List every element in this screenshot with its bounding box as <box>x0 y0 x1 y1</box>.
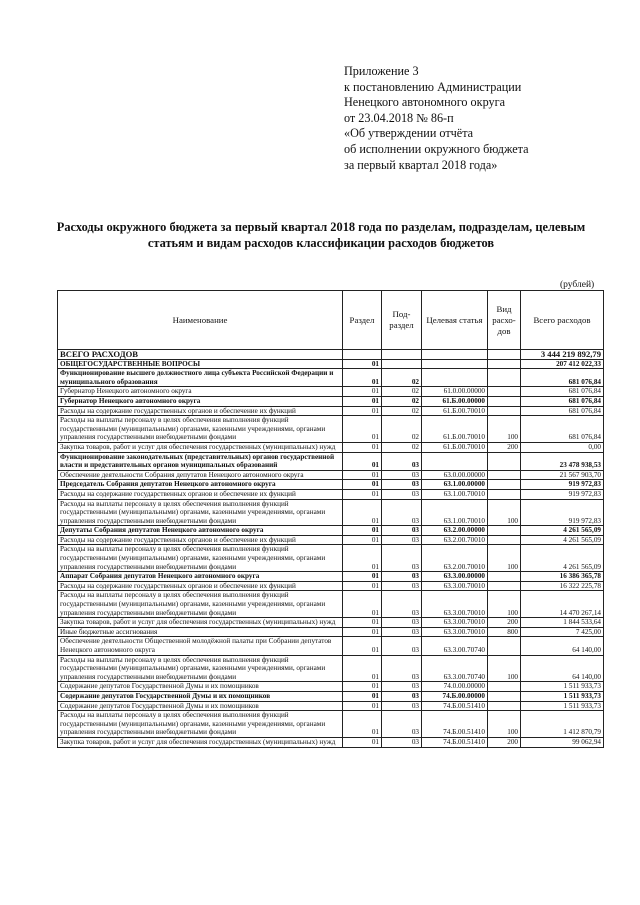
cell-podrazdel: 02 <box>382 396 422 406</box>
cell-razdel: 01 <box>343 416 382 443</box>
cell-statya: 74.Б.00.51410 <box>422 701 488 711</box>
expenditure-table <box>57 290 604 748</box>
cell-podrazdel: 03 <box>382 572 422 582</box>
table-row <box>58 369 604 387</box>
cell-razdel: 01 <box>343 581 382 591</box>
cell-podrazdel: 03 <box>382 480 422 490</box>
cell-name: Закупка товаров, работ и услуг для обеспечения государственных (муниципальных) нужд <box>58 442 343 452</box>
cell-razdel: 01 <box>343 369 382 387</box>
cell-total: 0,00 <box>521 442 604 452</box>
cell-name: Губернатор Ненецкого автономного округа <box>58 387 343 397</box>
cell-vid: 100 <box>488 545 521 572</box>
cell-name: Закупка товаров, работ и услуг для обеспечения государственных (муниципальных) нужд <box>58 737 343 747</box>
cell-statya: 63.2.00.70010 <box>422 535 488 545</box>
cell-vid <box>488 387 521 397</box>
cell-total: 21 567 903,70 <box>521 470 604 480</box>
cell-vid: 100 <box>488 655 521 682</box>
cell-podrazdel: 03 <box>382 691 422 701</box>
cell-total: 7 425,00 <box>521 627 604 637</box>
table-body <box>58 350 604 748</box>
header-statya: Целевая статья <box>422 291 488 350</box>
cell-razdel: 01 <box>343 711 382 738</box>
cell-statya: 63.1.00.70010 <box>422 489 488 499</box>
cell-total: 4 261 565,09 <box>521 545 604 572</box>
cell-statya: 63.3.00.70010 <box>422 627 488 637</box>
cell-statya <box>422 369 488 387</box>
cell-statya: 63.3.00.70010 <box>422 581 488 591</box>
cell-vid <box>488 350 521 360</box>
cell-vid <box>488 526 521 536</box>
table-row <box>58 737 604 747</box>
cell-name: Иные бюджетные ассигнования <box>58 627 343 637</box>
cell-razdel: 01 <box>343 489 382 499</box>
header-vid: Вид расхо- дов <box>488 291 521 350</box>
cell-podrazdel: 02 <box>382 416 422 443</box>
cell-total: 16 386 365,78 <box>521 572 604 582</box>
header-razdel: Раздел <box>343 291 382 350</box>
cell-vid <box>488 452 521 470</box>
header-podrazdel: Под- раздел <box>382 291 422 350</box>
cell-razdel: 01 <box>343 406 382 416</box>
header-total: Всего расходов <box>521 291 604 350</box>
table-row <box>58 387 604 397</box>
cell-razdel: 01 <box>343 655 382 682</box>
table-row <box>58 442 604 452</box>
cell-vid <box>488 701 521 711</box>
cell-total: 919 972,83 <box>521 489 604 499</box>
cell-name: Расходы на содержание государственных органов и обеспечение их функций <box>58 406 343 416</box>
cell-statya: 74.Б.00.00000 <box>422 691 488 701</box>
cell-total: 207 412 022,33 <box>521 359 604 369</box>
cell-razdel: 01 <box>343 572 382 582</box>
appendix-line: Приложение 3 <box>344 64 419 78</box>
cell-statya: 63.3.00.70740 <box>422 637 488 655</box>
cell-total: 23 478 938,53 <box>521 452 604 470</box>
cell-name: Обеспечение деятельности Собрания депутатов Ненецкого автономного округа <box>58 470 343 480</box>
cell-statya: 63.1.00.70010 <box>422 499 488 526</box>
cell-vid: 200 <box>488 618 521 628</box>
cell-name: ОБЩЕГОСУДАРСТВЕННЫЕ ВОПРОСЫ <box>58 359 343 369</box>
cell-podrazdel: 03 <box>382 627 422 637</box>
table-row <box>58 489 604 499</box>
table-row <box>58 470 604 480</box>
cell-razdel: 01 <box>343 499 382 526</box>
cell-statya <box>422 359 488 369</box>
cell-razdel: 01 <box>343 526 382 536</box>
cell-vid <box>488 691 521 701</box>
cell-podrazdel <box>382 359 422 369</box>
units-label: (рублей) <box>560 280 595 290</box>
cell-total: 3 444 219 892,79 <box>521 350 604 360</box>
cell-statya: 61.Б.00.00000 <box>422 396 488 406</box>
appendix-line: за первый квартал 2018 года» <box>344 157 498 172</box>
cell-razdel: 01 <box>343 627 382 637</box>
cell-vid: 200 <box>488 442 521 452</box>
cell-razdel: 01 <box>343 701 382 711</box>
cell-name: Функционирование законодательных (представительных) органов государственной власти и представительных органов муниципальных образований <box>58 452 343 470</box>
cell-statya: 61.Б.00.70010 <box>422 442 488 452</box>
cell-podrazdel: 03 <box>382 489 422 499</box>
cell-podrazdel: 03 <box>382 618 422 628</box>
cell-razdel: 01 <box>343 442 382 452</box>
cell-podrazdel: 03 <box>382 637 422 655</box>
cell-statya: 74.Б.00.51410 <box>422 711 488 738</box>
cell-razdel: 01 <box>343 387 382 397</box>
cell-razdel: 01 <box>343 452 382 470</box>
cell-razdel: 01 <box>343 470 382 480</box>
cell-razdel: 01 <box>343 737 382 747</box>
cell-total: 99 062,94 <box>521 737 604 747</box>
cell-vid <box>488 369 521 387</box>
cell-total: 681 076,84 <box>521 396 604 406</box>
cell-name: Расходы на выплаты персоналу в целях обеспечения выполнения функций государственными (муниципальными) органами, казенными учреждениями, органами управления государственными внебюджетными фондами <box>58 711 343 738</box>
cell-razdel: 01 <box>343 480 382 490</box>
cell-razdel: 01 <box>343 682 382 692</box>
cell-name: Закупка товаров, работ и услуг для обеспечения государственных (муниципальных) нужд <box>58 618 343 628</box>
table-row <box>58 637 604 655</box>
title-line: статьям и видам расходов классификации расходов бюджетов <box>147 236 495 250</box>
cell-podrazdel: 03 <box>382 581 422 591</box>
cell-razdel: 01 <box>343 691 382 701</box>
title-line: Расходы окружного бюджета за первый квартал 2018 года по разделам, подразделам, целевым <box>56 220 586 234</box>
cell-name: Расходы на выплаты персоналу в целях обеспечения выполнения функций государственными (муниципальными) органами, казенными учреждениями, органами управления государственными внебюджетными фондами <box>58 499 343 526</box>
table-row <box>58 452 604 470</box>
cell-podrazdel: 03 <box>382 591 422 618</box>
cell-podrazdel: 03 <box>382 655 422 682</box>
table-row <box>58 581 604 591</box>
cell-statya: 63.3.00.70010 <box>422 591 488 618</box>
cell-name: Расходы на содержание государственных органов и обеспечение их функций <box>58 535 343 545</box>
cell-vid: 100 <box>488 416 521 443</box>
cell-name: Губернатор Ненецкого автономного округа <box>58 396 343 406</box>
cell-name: Содержание депутатов Государственной Думы и их помощников <box>58 691 343 701</box>
cell-total: 681 076,84 <box>521 369 604 387</box>
cell-razdel: 01 <box>343 545 382 572</box>
cell-statya <box>422 350 488 360</box>
cell-statya: 63.0.00.00000 <box>422 470 488 480</box>
cell-name: Расходы на содержание государственных органов и обеспечение их функций <box>58 489 343 499</box>
cell-podrazdel <box>382 350 422 360</box>
table-row <box>58 535 604 545</box>
cell-total: 1 844 533,64 <box>521 618 604 628</box>
cell-podrazdel: 03 <box>382 545 422 572</box>
cell-total: 681 076,84 <box>521 406 604 416</box>
cell-razdel <box>343 350 382 360</box>
table-row <box>58 701 604 711</box>
table-row <box>58 406 604 416</box>
cell-razdel: 01 <box>343 359 382 369</box>
appendix-line: «Об утверждении отчёта <box>344 126 474 141</box>
cell-statya: 63.3.00.70010 <box>422 618 488 628</box>
cell-name: Расходы на выплаты персоналу в целях обеспечения выполнения функций государственными (муниципальными) органами, казенными учреждениями, органами управления государственными внебюджетными фондами <box>58 591 343 618</box>
cell-statya: 63.3.00.00000 <box>422 572 488 582</box>
cell-total: 919 972,83 <box>521 499 604 526</box>
table-row <box>58 359 604 369</box>
cell-name: Расходы на содержание государственных органов и обеспечение их функций <box>58 581 343 591</box>
cell-podrazdel: 02 <box>382 406 422 416</box>
cell-podrazdel: 03 <box>382 737 422 747</box>
cell-name: Функционирование высшего должностного лица субъекта Российской Федерации и муниципального образования <box>58 369 343 387</box>
cell-total: 1 511 933,73 <box>521 701 604 711</box>
cell-name: Расходы на выплаты персоналу в целях обеспечения выполнения функций государственными (муниципальными) органами, казенными учреждениями, органами управления государственными внебюджетными фондами <box>58 416 343 443</box>
cell-razdel: 01 <box>343 637 382 655</box>
cell-statya: 63.1.00.00000 <box>422 480 488 490</box>
cell-vid <box>488 480 521 490</box>
table-row <box>58 572 604 582</box>
cell-total: 1 412 870,79 <box>521 711 604 738</box>
appendix-line: от 23.04.2018 № 86-п <box>344 110 454 125</box>
cell-razdel: 01 <box>343 396 382 406</box>
cell-name: Расходы на выплаты персоналу в целях обеспечения выполнения функций государственными (муниципальными) органами, казенными учреждениями, органами управления государственными внебюджетными фондами <box>58 655 343 682</box>
cell-total: 1 511 933,73 <box>521 691 604 701</box>
table-row <box>58 350 604 360</box>
cell-vid <box>488 682 521 692</box>
table-header-row <box>58 291 604 350</box>
table-row <box>58 499 604 526</box>
cell-vid <box>488 535 521 545</box>
cell-razdel: 01 <box>343 591 382 618</box>
cell-podrazdel: 03 <box>382 711 422 738</box>
cell-statya <box>422 452 488 470</box>
table-row <box>58 711 604 738</box>
cell-total: 681 076,84 <box>521 416 604 443</box>
table-row <box>58 416 604 443</box>
cell-name: Аппарат Собрания депутатов Ненецкого автономного округа <box>58 572 343 582</box>
cell-vid <box>488 396 521 406</box>
cell-vid <box>488 581 521 591</box>
cell-name: Депутаты Собрания депутатов Ненецкого автономного округа <box>58 526 343 536</box>
cell-name: Содержание депутатов Государственной Думы и их помощников <box>58 701 343 711</box>
table-row <box>58 682 604 692</box>
cell-total: 681 076,84 <box>521 387 604 397</box>
cell-total: 4 261 565,09 <box>521 535 604 545</box>
table-row <box>58 526 604 536</box>
cell-podrazdel: 02 <box>382 442 422 452</box>
cell-total: 64 140,00 <box>521 637 604 655</box>
cell-name: ВСЕГО РАСХОДОВ <box>58 350 343 360</box>
cell-vid: 100 <box>488 591 521 618</box>
cell-podrazdel: 02 <box>382 369 422 387</box>
table-row <box>58 655 604 682</box>
cell-statya: 63.2.00.70010 <box>422 545 488 572</box>
cell-vid <box>488 572 521 582</box>
cell-podrazdel: 03 <box>382 682 422 692</box>
appendix-line: к постановлению Администрации <box>344 79 522 94</box>
cell-podrazdel: 03 <box>382 701 422 711</box>
cell-podrazdel: 02 <box>382 387 422 397</box>
cell-total: 64 140,00 <box>521 655 604 682</box>
cell-name: Содержание депутатов Государственной Думы и их помощников <box>58 682 343 692</box>
cell-vid: 800 <box>488 627 521 637</box>
cell-name: Председатель Собрания депутатов Ненецкого автономного округа <box>58 480 343 490</box>
cell-podrazdel: 03 <box>382 526 422 536</box>
table-row <box>58 545 604 572</box>
cell-vid <box>488 470 521 480</box>
cell-statya: 74.Б.00.51410 <box>422 737 488 747</box>
cell-statya: 61.Б.00.70010 <box>422 406 488 416</box>
cell-statya: 63.3.00.70740 <box>422 655 488 682</box>
document-title <box>40 219 602 251</box>
cell-vid <box>488 406 521 416</box>
cell-vid <box>488 637 521 655</box>
cell-name: Расходы на выплаты персоналу в целях обеспечения выполнения функций государственными (муниципальными) органами, казенными учреждениями, органами управления государственными внебюджетными фондами <box>58 545 343 572</box>
table-row <box>58 691 604 701</box>
cell-total: 14 470 267,14 <box>521 591 604 618</box>
table-row <box>58 480 604 490</box>
table-row <box>58 627 604 637</box>
cell-total: 16 322 225,78 <box>521 581 604 591</box>
cell-vid <box>488 489 521 499</box>
header-name: Наименование <box>58 291 343 350</box>
table-row <box>58 618 604 628</box>
cell-vid <box>488 359 521 369</box>
cell-podrazdel: 03 <box>382 470 422 480</box>
cell-statya: 61.Б.00.70010 <box>422 416 488 443</box>
cell-total: 4 261 565,09 <box>521 526 604 536</box>
cell-vid: 100 <box>488 711 521 738</box>
cell-vid: 200 <box>488 737 521 747</box>
cell-statya: 61.0.00.00000 <box>422 387 488 397</box>
cell-total: 1 511 933,73 <box>521 682 604 692</box>
table-row <box>58 396 604 406</box>
appendix-line: Ненецкого автономного округа <box>344 95 506 110</box>
cell-podrazdel: 03 <box>382 499 422 526</box>
cell-razdel: 01 <box>343 535 382 545</box>
cell-podrazdel: 03 <box>382 452 422 470</box>
appendix-note <box>344 64 614 173</box>
cell-statya: 63.2.00.00000 <box>422 526 488 536</box>
cell-razdel: 01 <box>343 618 382 628</box>
appendix-line: об исполнении окружного бюджета <box>344 141 529 156</box>
cell-name: Обеспечение деятельности Общественной молодёжной палаты при Собрании депутатов Ненецкого автономного округа <box>58 637 343 655</box>
cell-vid: 100 <box>488 499 521 526</box>
cell-podrazdel: 03 <box>382 535 422 545</box>
cell-total: 919 972,83 <box>521 480 604 490</box>
table-row <box>58 591 604 618</box>
cell-statya: 74.0.00.00000 <box>422 682 488 692</box>
